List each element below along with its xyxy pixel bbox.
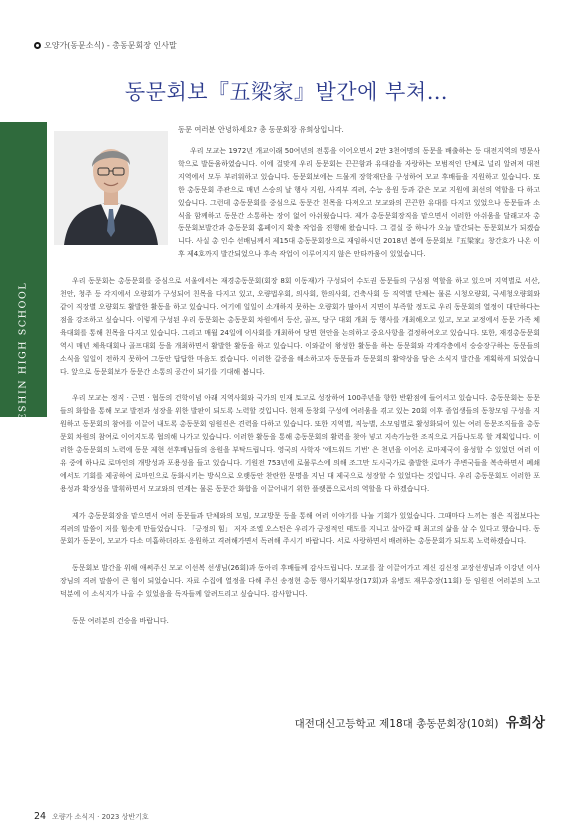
bullet-icon	[34, 42, 41, 49]
paragraph-5: 동문회보 발간을 위해 애써주신 모교 이선복 선생님(26회)과 동아리 후배들께 감사드립니다. 모교를 잘 이끌어가고 계신 김신정 교장선생님과 이강년 이사장님의 격려 말씀이 큰 힘이 되었습니다. 자료 수집에 열정을 다해 주신 송정현 총동 행사기획부장(17회)과 유병도 재무총장(11회) 등 임원진 여러분의 노고 덕분에 이 소식지가 나올 수 있었음을 독자들께 알려드리고 싶습니다. 감사합니다.	[60, 564, 540, 599]
section-header	[34, 40, 177, 51]
letter-body	[60, 145, 540, 642]
page-footer	[34, 811, 149, 822]
publication-name: 오량가 소식지 · 2023 상반기호	[52, 813, 149, 821]
paragraph-1: 우리 모교는 1972년 개교이래 50여년의 전통을 이어오면서 2만 3천여명의 동문을 배출하는 등 대전지역의 명문사학으로 발돋움하였습니다. 이에 걸맞게 우리 동문회는 끈끈함과 유대감을 자랑하는 모범적인 단체로 널리 알려져 대전지역에서 모두 부러워하고 있습니다. 동문회보에는 드물게 장학재단을 구성하여 모교 후배들을 지원하고 있습니다. 또한 총동문회 주관으로 매년 스승의 날 행사 지원, 사격부 격려, 수능 응원 등과 같은 모교 지원에 최선의 역할을 다 하고 있습니다. 그런데 총동문회를 중심으로 동문간 친목을 다져오고 모교와의 끈끈한 유대를 다지고 있었으나 동문들과 소식을 함께하고 동문간 소통하는 장이 없어 아쉬웠습니다. 제가 총동문회장직을 맡으면서 이러한 아쉬움을 달래고자 총동문회보발간과 총동문회 홈페이지 확충 작업을 진행해 왔습니다. 그 결실 중 하나가 오늘 발간되는 동문회보가 되겠습니다. 사실 총 인수 선배님께서 제15대 총동문회장으로 재임하시던 2018년 봄에 동문회보『五梁家』창간호가 나온 이후 제4호까지 발간되었으나 후속 작업이 이루어지지 않은 안타까움이 있었습니다.	[178, 147, 540, 259]
school-sidebar-bar	[0, 122, 47, 503]
page-number: 24	[34, 811, 47, 822]
paragraph-6: 동문 여러분의 건승을 바랍니다.	[72, 617, 169, 626]
greeting-line: 동문 여러분 안녕하세요? 총 동문회장 유희상입니다.	[178, 125, 344, 134]
paragraph-4: 제가 총동문회장을 맡으면서 여러 동문들과 단체와의 모임, 모교방문 등을 통해 여러 이야기를 나눌 기회가 있었습니다. 그때마다 느끼는 점은 직접보다는 격려의 말씀이 저를 힘솟게 만들었습니다. 「긍정의 힘」 저자 조엘 오스틴은 우리가 긍정적인 태도를 지니고 살아갈 때 최고의 삶을 살 수 있다고 했습니다. 동문회가 동문이, 모교가 다소 미흡하더라도 응원하고 격려해가면서 독려해 주시기 바랍니다. 서로 사랑하면서 배려하는 총동문회가 되도록 노력하겠습니다.	[60, 511, 540, 546]
page-title: 동문회보『五梁家』발간에 부쳐…	[124, 80, 449, 104]
signature-block	[295, 711, 545, 731]
section-header-label: 오양가(동문소식) - 총동문회장 인사말	[44, 41, 177, 50]
paragraph-2: 우리 동문회는 총동문회를 중심으로 서울에서는 재경총동문회(회장 8회 이동재)가 구성되어 수도권 동문들의 구심점 역할을 하고 있으며 지역별로 서산, 천안, 청주 등 각지에서 오량회가 구성되어 친목을 다지고 있고, 오량법우회, 의사회, 한의사회, 건축사회 등 직역별 단체는 물론 시청오량회, 국세청오량회와 같이 직장별 오량회도 활발한 활동을 하고 있습니다. 여기에 일일이 소개하지 못하는 오량회가 많아서 지면이 부족할 정도로 우리 동문회의 열정이 대단하다는 점을 강조하고 싶습니다. 이렇게 구성된 우리 동문회는 총동문회 차원에서 등산, 골프, 당구 대회 개최 등 행사를 개최해오고 있고, 모교 교정에서 동문 가족 체육대회를 통해 친목을 다지고 있습니다. 그리고 매월 24일에 이사회를 개최하여 당면 현안을 논의하고 중요사항을 결정하여오고 있습니다. 또한, 재경총동문회 역시 매년 체육대회나 골프대회 등을 개최하면서 활발한 활동을 하고 있습니다. 이와같이 왕성한 활동을 하는 동문회와 각계각층에서 승승장구하는 동문들의 소식을 일일이 전하지 못하여 그동안 답답한 마음도 컸습니다. 이러한 갈증을 해소하고자 동문들과 동문회의 활약상을 담은 소식지 발간을 계획하게 되었습니다. 앞으로 동문회보가 동문간 소통의 공간이 되기를 기대해 봅니다.	[60, 277, 540, 376]
school-name-label: DAEJEON DAESHIN HIGH SCHOOL	[17, 281, 29, 503]
paragraph-3: 우리 모교는 정직 · 근면 · 협동의 건학이념 아래 지역사회와 국가의 인재 토고로 성장하여 100주년을 향한 반환점에 들어서고 있습니다. 총동문회는 동문들의 화합을 통해 모교 발전과 성장을 위한 발판이 되도록 노력할 것입니다. 현재 동창회 구성에 여러움을 겪고 있는 20회 이후 졸업생들의 동창모임 구성을 지원하고 동문회의 참여를 이끌어 내도록 총동문회 임원진은 견력을 다하고 있습니다. 또한 지역별, 직능별, 소모임별로 활성화되어 있는 여러 동문조직들을 총동문회 차원의 참여로 이어지도록 협의해 나가고 있습니다. 이러한 활동을 통해 총동문회의 활력을 찾아 넣고 지속가능한 조직으로 거듭나도록 할 계획입니다. 이러한 총동문회의 노력에 동문 제현 선후배님들의 응원을 부탁드립니다. 영국의 사학자 '에드워드 기번' 은 천년을 이어온 로마제국이 융성할 수 있었던 여러 이유 중에 하나로 로마인의 개방성과 포용성을 들고 있습니다. 기원전 753년에 로물루스에 의해 조그만 도시국가로 출발한 로마가 주변국들을 복속하면서 폐쇄에서도 기회를 제공하여 로마인으로 동화시키는 방식으로 오랫동안 찬란한 문명을 지닌 대 제국으로 성장할 수 있었다는 것입니다. 우리 총동문회도 이러한 포용성과 확장성을 발휘하면서 모교와의 연계는 물론 동문간 화합을 이끌어내기 위한 플랫폼으로서의 역할을 다 하겠습니다.	[60, 394, 540, 493]
signature-name: 유희상	[505, 715, 545, 731]
signature-title: 대전대신고등학교 제18대 총동문회장(10회)	[294, 718, 499, 730]
